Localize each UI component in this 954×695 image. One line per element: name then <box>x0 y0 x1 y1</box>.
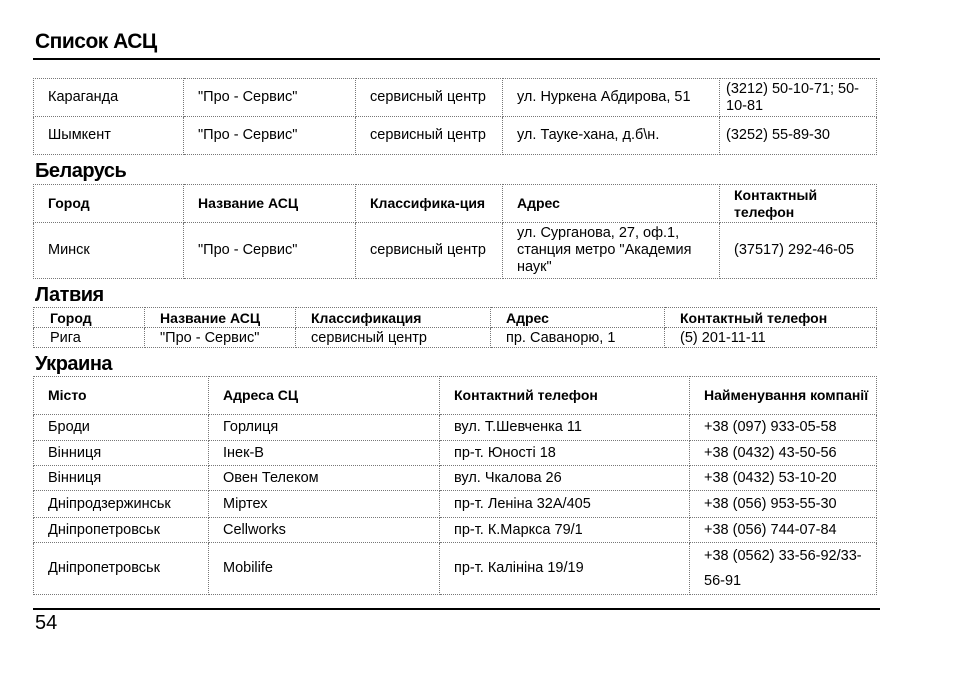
table-row <box>34 79 877 117</box>
table-cell: (3252) 55-89-30 <box>720 117 877 155</box>
table-row <box>34 415 877 441</box>
column-header: Контактний телефон <box>440 377 690 415</box>
column-header: Город <box>34 308 145 328</box>
table-header-row <box>34 185 877 223</box>
page-title: Список АСЦ <box>35 30 157 53</box>
table-cell: Овен Телеком <box>209 466 440 491</box>
page-number: 54 <box>35 612 58 634</box>
table-cell: Вінниця <box>34 441 209 466</box>
table-cell: сервисный центр <box>356 79 503 117</box>
table-cell: Mobilife <box>209 543 440 595</box>
table-row <box>34 223 877 279</box>
table-cell: +38 (0562) 33-56-92/33-56-91 <box>690 543 877 595</box>
table-row <box>34 117 877 155</box>
table-cell: пр-т. Калініна 19/19 <box>440 543 690 595</box>
table-cell: сервисный центр <box>356 117 503 155</box>
column-header: Название АСЦ <box>184 185 356 223</box>
table-cell: (37517) 292-46-05 <box>720 223 877 279</box>
table-cell: +38 (0432) 43-50-56 <box>690 441 877 466</box>
section-title-ukraine: Украина <box>35 353 113 375</box>
ukraine-table <box>33 376 877 595</box>
section-title-belarus: Беларусь <box>35 160 127 182</box>
table-cell: ул. Сурганова, 27, оф.1, станция метро "Академия наук" <box>503 223 720 279</box>
section-title-latvia: Латвия <box>35 284 104 306</box>
table-cell: пр-т. Леніна 32А/405 <box>440 491 690 518</box>
table-cell: вул. Чкалова 26 <box>440 466 690 491</box>
column-header: Контактный телефон <box>720 185 877 223</box>
table-cell: Горлиця <box>209 415 440 441</box>
table-row <box>34 491 877 518</box>
latvia-table <box>33 307 877 348</box>
table-cell: Минск <box>34 223 184 279</box>
table-cell: Вінниця <box>34 466 209 491</box>
table-cell: "Про - Сервис" <box>145 328 296 348</box>
table-cell: Дніпропетровськ <box>34 543 209 595</box>
table-cell: Броди <box>34 415 209 441</box>
table-cell: (5) 201-11-11 <box>665 328 877 348</box>
column-header: Адреса СЦ <box>209 377 440 415</box>
table-cell: Міртех <box>209 491 440 518</box>
table-row <box>34 328 877 348</box>
table-header-row <box>34 377 877 415</box>
table-cell: Cellworks <box>209 518 440 543</box>
table-cell: Караганда <box>34 79 184 117</box>
table-cell: пр-т. К.Маркса 79/1 <box>440 518 690 543</box>
table-cell: сервисный центр <box>356 223 503 279</box>
footer-divider <box>33 608 880 610</box>
table-cell: Дніпропетровськ <box>34 518 209 543</box>
table-cell: ул. Нуркена Абдирова, 51 <box>503 79 720 117</box>
table-cell: Дніпродзержинськ <box>34 491 209 518</box>
kazakhstan-table <box>33 78 877 155</box>
table-row <box>34 543 877 595</box>
table-cell: ул. Тауке-хана, д.б\н. <box>503 117 720 155</box>
table-cell: +38 (056) 953-55-30 <box>690 491 877 518</box>
column-header: Місто <box>34 377 209 415</box>
table-cell: пр. Саванорю, 1 <box>491 328 665 348</box>
table-cell: (3212) 50-10-71; 50-10-81 <box>720 79 877 117</box>
title-divider <box>33 58 880 60</box>
table-cell: пр-т. Юності 18 <box>440 441 690 466</box>
table-row <box>34 466 877 491</box>
table-row <box>34 518 877 543</box>
column-header: Найменування компанії <box>690 377 877 415</box>
column-header: Адрес <box>503 185 720 223</box>
table-cell: сервисный центр <box>296 328 491 348</box>
column-header: Контактный телефон <box>665 308 877 328</box>
column-header: Классификация <box>296 308 491 328</box>
table-cell: "Про - Сервис" <box>184 117 356 155</box>
column-header: Название АСЦ <box>145 308 296 328</box>
column-header: Город <box>34 185 184 223</box>
table-cell: Шымкент <box>34 117 184 155</box>
table-cell: Інек-В <box>209 441 440 466</box>
table-cell: +38 (0432) 53-10-20 <box>690 466 877 491</box>
table-cell: +38 (097) 933-05-58 <box>690 415 877 441</box>
belarus-table <box>33 184 877 279</box>
table-cell: "Про - Сервис" <box>184 223 356 279</box>
table-row <box>34 441 877 466</box>
table-header-row <box>34 308 877 328</box>
table-cell: +38 (056) 744-07-84 <box>690 518 877 543</box>
column-header: Адрес <box>491 308 665 328</box>
table-cell: вул. Т.Шевченка 11 <box>440 415 690 441</box>
table-cell: "Про - Сервис" <box>184 79 356 117</box>
column-header: Классифика-ция <box>356 185 503 223</box>
table-cell: Рига <box>34 328 145 348</box>
